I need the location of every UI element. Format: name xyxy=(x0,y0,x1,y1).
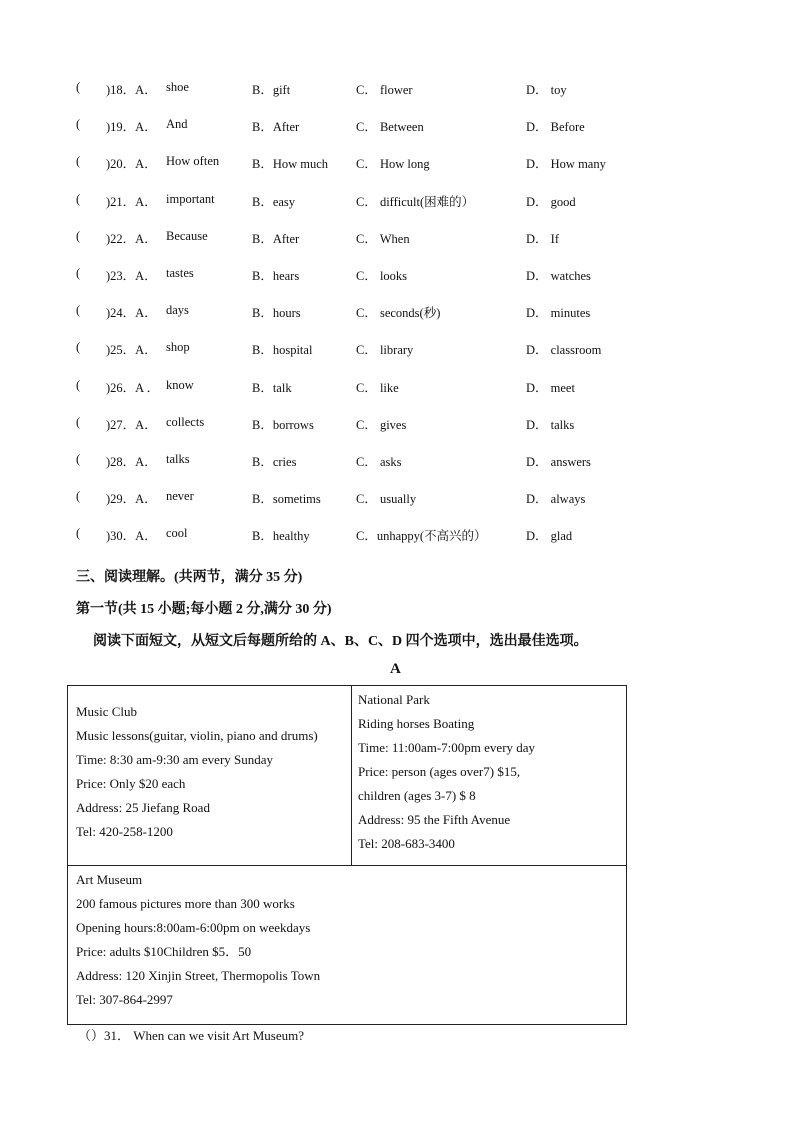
answer-paren: ( xyxy=(76,526,81,541)
option-c: C． like xyxy=(356,380,399,395)
answer-paren: ( xyxy=(76,117,81,132)
question-row xyxy=(0,340,794,360)
question-number: )27．A． xyxy=(106,417,157,432)
option-c: C． When xyxy=(356,231,410,246)
option-a: talks xyxy=(166,452,190,466)
option-b: B．After xyxy=(252,120,300,135)
answer-paren: ( xyxy=(76,452,81,466)
option-a: collects xyxy=(166,414,205,429)
passage-letter: A xyxy=(390,661,401,677)
music-price: Price: Only $20 each xyxy=(76,776,186,791)
option-a: cool xyxy=(166,526,188,541)
option-d: D． If xyxy=(526,231,559,246)
question-row xyxy=(0,192,794,212)
question-number: )21．A． xyxy=(106,194,157,209)
art-title: Art Museum xyxy=(76,872,143,887)
question-31: （）31． When can we visit Art Museum? xyxy=(78,1028,305,1043)
art-price: Price: adults $10Children $5．50 xyxy=(76,944,252,959)
music-club-ad xyxy=(68,686,352,866)
option-a: shop xyxy=(166,340,190,355)
option-b: B．borrows xyxy=(252,417,314,432)
art-tel: Tel: 307-864-2997 xyxy=(76,992,173,1007)
option-d: D． answers xyxy=(526,455,591,469)
art-works: 200 famous pictures more than 300 works xyxy=(76,896,295,911)
question-row xyxy=(0,526,794,546)
option-a: Because xyxy=(166,228,208,243)
option-d: D． always xyxy=(526,492,586,507)
option-a: tastes xyxy=(166,266,194,280)
question-row xyxy=(0,229,794,249)
music-title: Music Club xyxy=(76,704,138,719)
answer-paren: ( xyxy=(76,80,81,94)
section-subheading: 第一节(共 15 小题;每小题 2 分,满分 30 分) xyxy=(76,602,332,617)
option-c: C． flower xyxy=(356,83,413,97)
national-park-ad xyxy=(352,686,626,866)
music-lessons: Music lessons(guitar, violin, piano and drums) xyxy=(76,728,318,743)
option-b: B．hears xyxy=(252,269,300,283)
option-a: days xyxy=(166,303,189,318)
question-number: )23．A． xyxy=(106,269,157,283)
option-a: never xyxy=(166,489,194,504)
answer-paren: ( xyxy=(76,191,81,206)
option-d: D． How many xyxy=(526,157,606,172)
answer-paren: ( xyxy=(76,340,81,355)
option-d: D． glad xyxy=(526,529,573,544)
question-number: )30．A． xyxy=(106,529,157,544)
option-a: How often xyxy=(166,154,220,169)
option-b: B．cries xyxy=(252,455,297,469)
option-a: know xyxy=(166,377,194,392)
option-c: C． Between xyxy=(356,120,424,135)
question-row xyxy=(0,489,794,509)
option-d: D． talks xyxy=(526,417,575,432)
question-number: )24．A． xyxy=(106,306,157,321)
answer-paren: ( xyxy=(76,228,81,243)
question-row xyxy=(0,452,794,472)
option-b: B．hospital xyxy=(252,343,313,358)
music-address: Address: 25 Jiefang Road xyxy=(76,800,210,815)
park-address: Address: 95 the Fifth Avenue xyxy=(358,812,511,827)
question-number: )19．A． xyxy=(106,120,157,135)
option-d: D． meet xyxy=(526,380,575,395)
option-a: shoe xyxy=(166,80,189,94)
option-c: C． asks xyxy=(356,455,402,469)
question-number: )28．A． xyxy=(106,455,157,469)
question-number: )25．A． xyxy=(106,343,157,358)
question-row xyxy=(0,80,794,100)
option-b: B．gift xyxy=(252,83,291,97)
question-row xyxy=(0,415,794,435)
question-row xyxy=(0,154,794,174)
question-number: )18．A． xyxy=(106,83,157,97)
park-time: Time: 11:00am-7:00pm every day xyxy=(358,740,536,755)
music-time: Time: 8:30 am-9:30 am every Sunday xyxy=(76,752,274,767)
option-b: B．easy xyxy=(252,194,296,209)
option-d: D． watches xyxy=(526,269,591,283)
question-number: )22．A． xyxy=(106,231,157,246)
park-price-children: children (ages 3-7) $ 8 xyxy=(358,788,476,803)
option-b: B．After xyxy=(252,231,300,246)
option-a: And xyxy=(166,117,188,132)
question-row xyxy=(0,117,794,137)
park-tel: Tel: 208-683-3400 xyxy=(358,836,455,851)
question-row xyxy=(0,266,794,286)
option-c: C． looks xyxy=(356,269,408,283)
answer-paren: ( xyxy=(76,303,81,318)
answer-paren: ( xyxy=(76,489,81,504)
option-c: C． seconds(秒) xyxy=(356,306,441,321)
section-heading: 三、阅读理解。(共两节，满分 35 分) xyxy=(76,570,303,585)
park-title: National Park xyxy=(358,692,430,707)
option-b: B．healthy xyxy=(252,529,310,544)
instruction-text: 阅读下面短文，从短文后每题所给的 A、B、C、D 四个选项中，选出最佳选项。 xyxy=(93,634,588,649)
option-c: C．unhappy(不高兴的） xyxy=(356,529,487,544)
park-price-adult: Price: person (ages over7) $15, xyxy=(358,764,521,779)
option-d: D． classroom xyxy=(526,343,602,358)
answer-paren: ( xyxy=(76,414,81,429)
question-number: )26．A ． xyxy=(106,380,160,395)
option-d: D． good xyxy=(526,194,576,209)
answer-paren: ( xyxy=(76,154,81,169)
option-c: C． How long xyxy=(356,157,430,172)
ad-table xyxy=(67,685,627,1025)
option-a: important xyxy=(166,191,215,206)
park-activities: Riding horses Boating xyxy=(358,716,475,731)
option-b: B．sometims xyxy=(252,492,321,507)
option-b: B．How much xyxy=(252,157,329,172)
art-hours: Opening hours:8:00am-6:00pm on weekdays xyxy=(76,920,311,935)
option-c: C． difficult(困难的） xyxy=(356,194,475,209)
question-number: )29．A． xyxy=(106,492,157,507)
question-number: )20．A． xyxy=(106,157,157,172)
art-museum-ad xyxy=(68,866,626,1024)
music-tel: Tel: 420-258-1200 xyxy=(76,824,173,839)
art-address: Address: 120 Xinjin Street, Thermopolis Town xyxy=(76,968,321,983)
option-d: D． Before xyxy=(526,120,585,135)
option-b: B．talk xyxy=(252,380,292,395)
option-c: C． usually xyxy=(356,492,417,507)
answer-paren: ( xyxy=(76,266,81,280)
option-c: C． library xyxy=(356,343,414,358)
option-c: C． gives xyxy=(356,417,407,432)
question-row xyxy=(0,378,794,398)
answer-paren: ( xyxy=(76,377,81,392)
option-d: D． minutes xyxy=(526,306,591,321)
option-d: D． toy xyxy=(526,83,567,97)
question-row xyxy=(0,303,794,323)
option-b: B．hours xyxy=(252,306,301,321)
